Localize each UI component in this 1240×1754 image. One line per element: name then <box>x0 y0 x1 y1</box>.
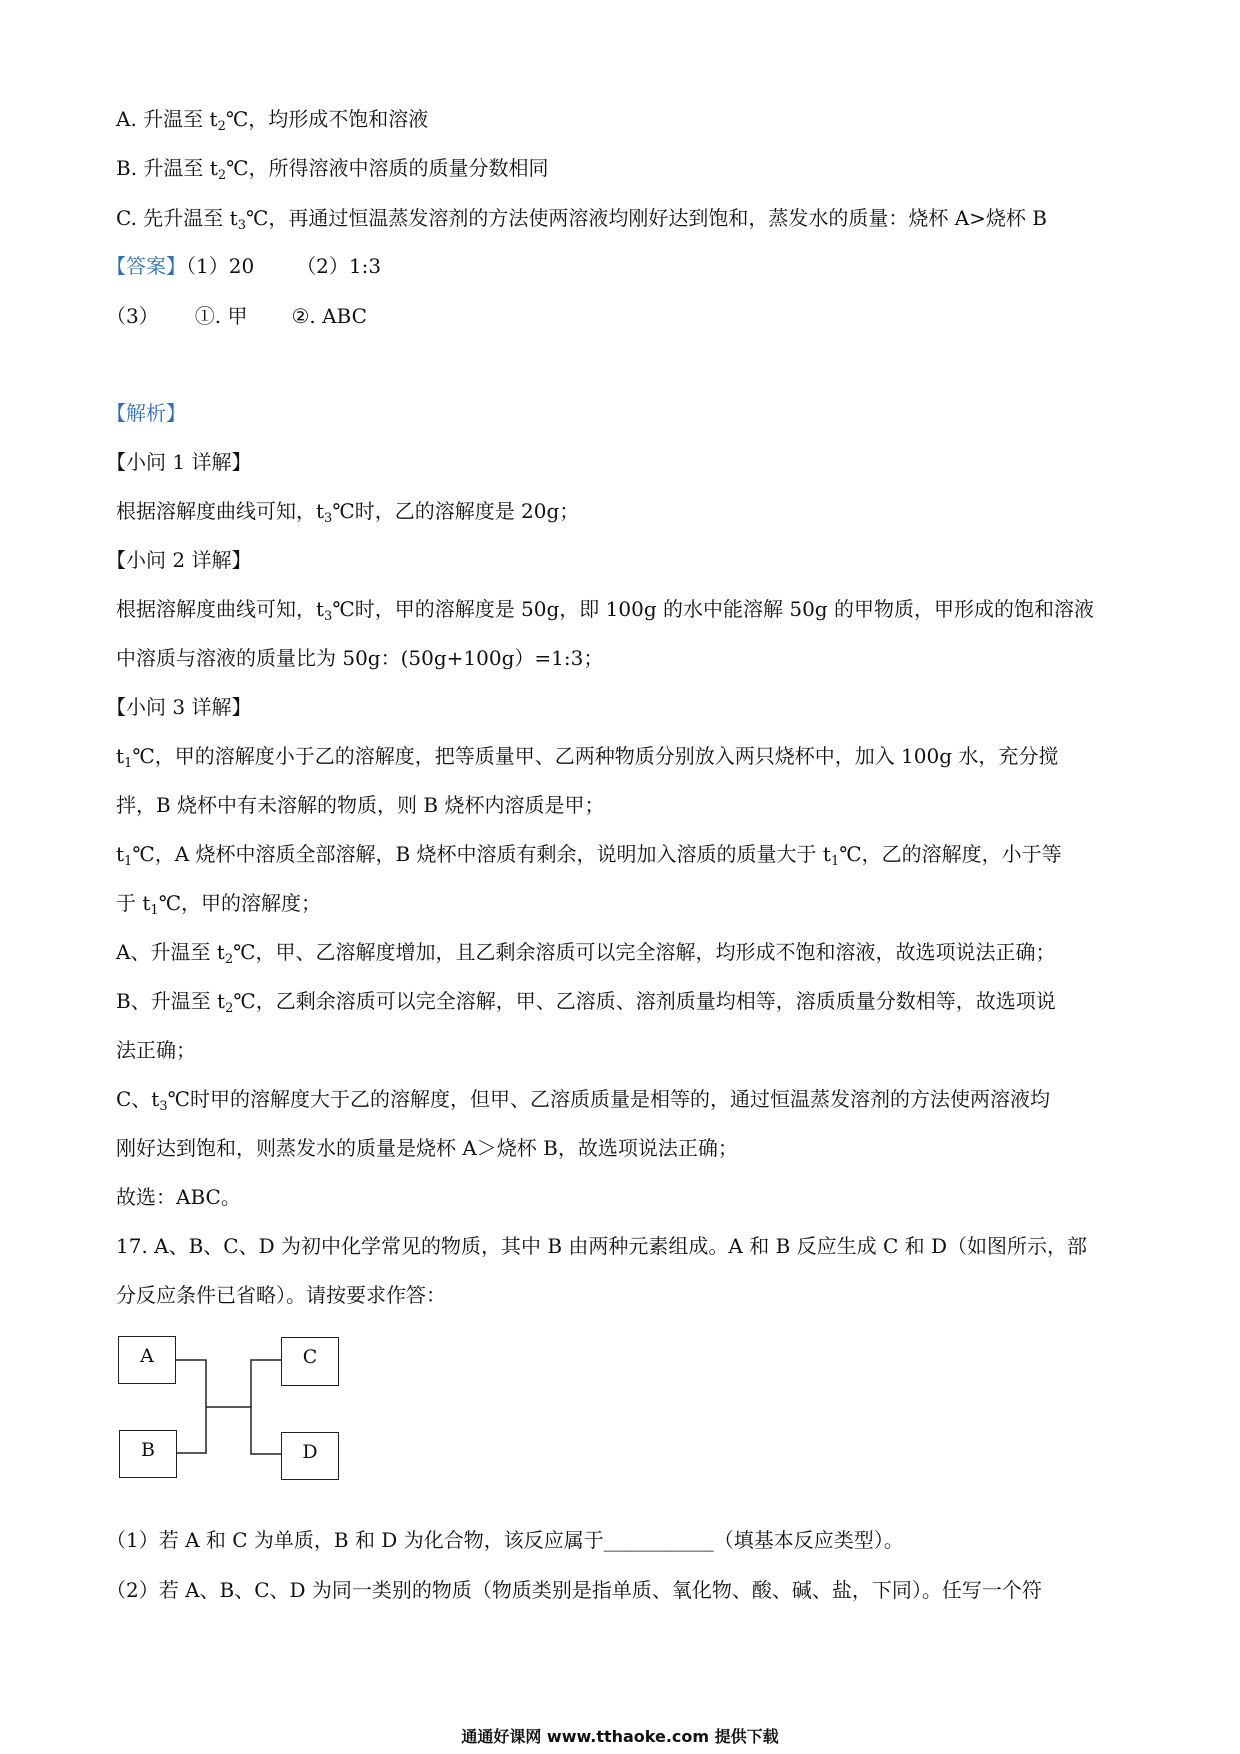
analysis-label: 【解析】 <box>106 401 186 425</box>
q3-line-7: 法正确； <box>116 1038 196 1062</box>
answer-part-2: （2）1:3 <box>296 254 382 278</box>
option-b-text: B. 升温至 t <box>116 156 218 180</box>
q3-line-4-start: 于 t <box>116 891 151 915</box>
option-c <box>116 206 1047 238</box>
subscript: 1 <box>124 756 133 771</box>
q1-text-end: ℃时，乙的溶解度是 20g； <box>332 499 580 523</box>
q3-line-6-end: ℃，乙剩余溶质可以完全溶解，甲、乙溶质、溶剂质量均相等，溶质质量分数相等，故选项说 <box>233 989 1056 1013</box>
q2-line-1-end: ℃时，甲的溶解度是 50g，即 100g 的水中能溶解 50g 的甲物质，甲形成的饱和溶液 <box>332 597 1094 621</box>
reaction-diagram <box>116 1334 356 1494</box>
option-a-text-end: ℃，均形成不饱和溶液 <box>225 107 429 131</box>
q1-title: 【小问 1 详解】 <box>106 450 252 474</box>
q2-line-1 <box>116 597 1094 629</box>
q3-line-6-start: B、升温至 t <box>116 989 226 1013</box>
box-c: C <box>281 1337 339 1386</box>
q2-line-2: 中溶质与溶液的质量比为 50g：(50g+100g）=1:3； <box>116 646 604 670</box>
q3-line-8-start: C、t <box>116 1087 160 1111</box>
q3-line-1-end: ℃，甲的溶解度小于乙的溶解度，把等质量甲、乙两种物质分别放入两只烧杯中，加入 100g 水，充分搅 <box>132 744 1059 768</box>
answer-label: 【答案】 <box>106 254 186 278</box>
subscript: 3 <box>324 609 333 624</box>
q3-line-8-end: ℃时甲的溶解度大于乙的溶解度，但甲、乙溶质质量是相等的，通过恒温蒸发溶剂的方法使两溶液均 <box>167 1087 1050 1111</box>
q3-line-10: 故选：ABC。 <box>116 1185 241 1209</box>
subscript: 1 <box>124 854 133 869</box>
q3-line-2: 拌，B 烧杯中有未溶解的物质，则 B 烧杯内溶质是甲； <box>116 793 605 817</box>
subscript: 2 <box>217 119 226 134</box>
q3-line-4 <box>116 891 321 923</box>
q3-line-5-end: ℃，甲、乙溶解度增加，且乙剩余溶质可以完全溶解，均形成不饱和溶液，故选项说法正确； <box>233 940 1056 964</box>
q17-line-2: 分反应条件已省略）。请按要求作答： <box>116 1283 446 1307</box>
subscript: 3 <box>324 511 333 526</box>
q3-line-1 <box>116 744 1058 776</box>
q3-line-8 <box>116 1087 1050 1119</box>
answer-line-3 <box>106 304 367 328</box>
q3-line-1-start: t <box>116 744 125 768</box>
option-c-text: C. 先升温至 t <box>116 206 238 230</box>
q3-line-3 <box>116 842 1062 874</box>
q1-text <box>116 499 579 531</box>
q17-part-2: （2）若 A、B、C、D 为同一类别的物质（物质类别是指单质、氧化物、酸、碱、盐，下同）。任写一个符 <box>106 1578 1042 1602</box>
q3-line-3-mid: ℃，A 烧杯中溶质全部溶解，B 烧杯中溶质有剩余，说明加入溶质的质量大于 t <box>132 842 831 866</box>
subscript: 3 <box>237 218 246 233</box>
subscript: 1 <box>830 854 840 869</box>
box-a: A <box>118 1336 176 1384</box>
q3-line-9: 刚好达到饱和，则蒸发水的质量是烧杯 A＞烧杯 B，故选项说法正确； <box>116 1136 738 1160</box>
answer-line <box>106 254 381 278</box>
option-a-text: A. 升温至 t <box>116 107 218 131</box>
subscript: 2 <box>224 952 234 967</box>
subscript: 1 <box>150 903 159 918</box>
q3-line-4-end: ℃，甲的溶解度； <box>158 891 322 915</box>
box-b: B <box>119 1430 177 1478</box>
option-a <box>116 107 428 139</box>
q3-line-3-end: ℃，乙的溶解度，小于等 <box>839 842 1062 866</box>
option-b-text-end: ℃，所得溶液中溶质的质量分数相同 <box>226 156 549 180</box>
footer: 通通好课网 www.tthaoke.com 提供下载 <box>461 1727 779 1746</box>
q17-line-1: 17. A、B、C、D 为初中化学常见的物质，其中 B 由两种元素组成。A 和 B 反应生成 C 和 D（如图所示，部 <box>116 1234 1088 1258</box>
q3-line-3-start: t <box>116 842 125 866</box>
option-b <box>116 156 548 188</box>
subscript: 2 <box>225 1001 234 1016</box>
box-d: D <box>281 1432 339 1480</box>
q17-part-1: （1）若 A 和 C 为单质，B 和 D 为化合物，该反应属于___________（填基本反应类型）。 <box>106 1528 904 1552</box>
q3-line-6 <box>116 989 1056 1021</box>
answer-part-3: （3） <box>106 304 159 328</box>
q2-title: 【小问 2 详解】 <box>106 548 252 572</box>
option-c-text-end: ℃，再通过恒温蒸发溶剂的方法使两溶液均刚好达到饱和，蒸发水的质量：烧杯 A>烧杯 B <box>245 206 1047 230</box>
subscript: 2 <box>217 168 227 183</box>
subscript: 3 <box>159 1099 168 1114</box>
answer-part-3b: ②. ABC <box>291 304 367 328</box>
q3-title: 【小问 3 详解】 <box>106 695 252 719</box>
q3-line-5-start: A、升温至 t <box>116 940 225 964</box>
answer-part-1: （1）20 <box>186 254 255 278</box>
answer-part-3a: ①. 甲 <box>194 304 248 328</box>
q3-line-5 <box>116 940 1056 972</box>
q2-line-1-start: 根据溶解度曲线可知，t <box>116 597 325 621</box>
q1-text-start: 根据溶解度曲线可知，t <box>116 499 325 523</box>
